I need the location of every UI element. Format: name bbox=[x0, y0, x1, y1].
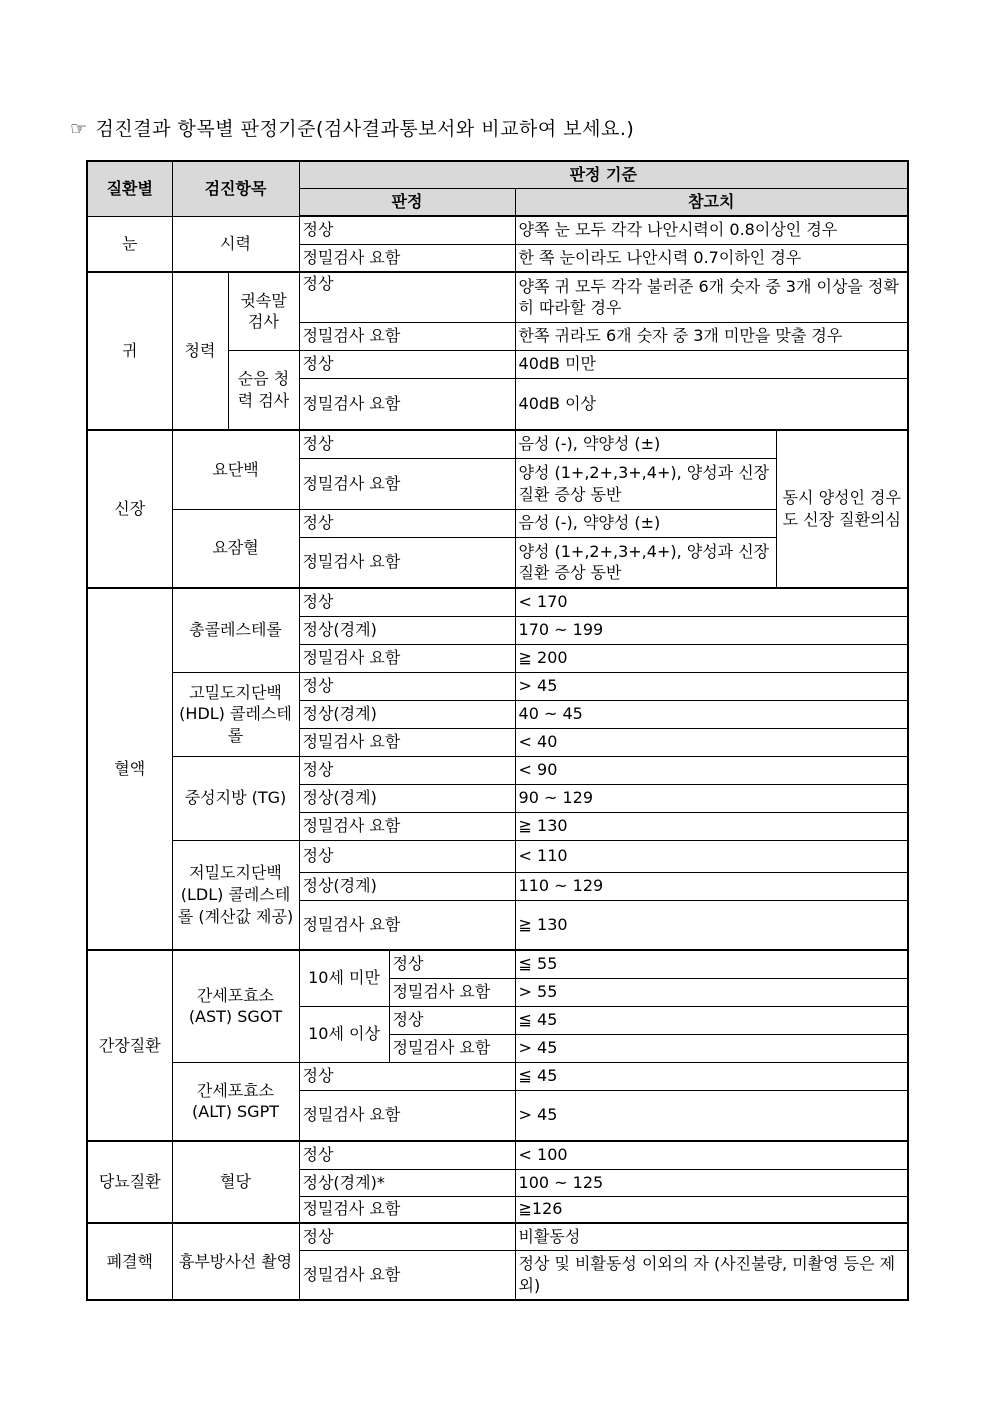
judgment-cell: 정밀검사 요함 bbox=[299, 644, 515, 672]
table-row bbox=[87, 272, 908, 322]
judgment-cell: 정상 bbox=[299, 1141, 515, 1169]
table-row bbox=[87, 216, 908, 244]
disease-kidney: 신장 bbox=[87, 430, 172, 588]
item-hearing: 청력 bbox=[172, 272, 228, 430]
judgment-cell: 정상 bbox=[389, 1006, 515, 1034]
reference-cell: ≧126 bbox=[515, 1196, 908, 1223]
reference-cell: ≧ 130 bbox=[515, 812, 908, 840]
kidney-note: 동시 양성인 경우도 신장 질환의심 bbox=[776, 430, 908, 588]
judgment-cell: 정밀검사 요함 bbox=[299, 812, 515, 840]
pointing-hand-icon: ☞ bbox=[70, 118, 88, 140]
judgment-cell: 정상 bbox=[299, 672, 515, 700]
judgment-cell: 정밀검사 요함 bbox=[299, 900, 515, 950]
item-total-cholesterol: 총콜레스테롤 bbox=[172, 588, 299, 672]
reference-cell: < 40 bbox=[515, 728, 908, 756]
disease-tb: 폐결핵 bbox=[87, 1223, 172, 1300]
reference-cell: 40dB 미만 bbox=[515, 350, 908, 378]
reference-cell: 170 ~ 199 bbox=[515, 616, 908, 644]
disease-ear: 귀 bbox=[87, 272, 172, 430]
judgment-cell: 정상 bbox=[299, 216, 515, 244]
judgment-cell: 정상 bbox=[299, 756, 515, 784]
reference-cell: < 110 bbox=[515, 840, 908, 872]
judgment-cell: 정상 bbox=[299, 350, 515, 378]
table-row bbox=[87, 1223, 908, 1250]
reference-cell: 90 ~ 129 bbox=[515, 784, 908, 812]
reference-cell: 양성 (1+,2+,3+,4+), 양성과 신장 질환 증상 동반 bbox=[515, 458, 776, 509]
reference-cell: ≦ 45 bbox=[515, 1006, 908, 1034]
table-row bbox=[87, 840, 908, 872]
item-ast: 간세포효소 (AST) SGOT bbox=[172, 950, 299, 1062]
judgment-cell: 정밀검사 요함 bbox=[299, 1250, 515, 1300]
reference-cell: 40 ~ 45 bbox=[515, 700, 908, 728]
reference-cell: 비활동성 bbox=[515, 1223, 908, 1250]
table-row bbox=[87, 588, 908, 616]
item-ldl: 저밀도지단백 (LDL) 콜레스테롤 (계산값 제공) bbox=[172, 840, 299, 950]
item-alt: 간세포효소 (ALT) SGPT bbox=[172, 1062, 299, 1141]
item-chest-xray: 흉부방사선 촬영 bbox=[172, 1223, 299, 1300]
header-judgment: 판정 bbox=[299, 188, 515, 216]
table-row bbox=[87, 430, 908, 458]
item-hdl: 고밀도지단백 (HDL) 콜레스테롤 bbox=[172, 672, 299, 756]
disease-liver: 간장질환 bbox=[87, 950, 172, 1141]
judgment-cell: 정밀검사 요함 bbox=[299, 728, 515, 756]
judgment-cell: 정밀검사 요함 bbox=[299, 1090, 515, 1141]
header-disease: 질환별 bbox=[87, 161, 172, 216]
reference-cell: ≧ 200 bbox=[515, 644, 908, 672]
judgment-cell: 정밀검사 요함 bbox=[299, 244, 515, 272]
judgment-cell: 정밀검사 요함 bbox=[389, 1034, 515, 1062]
reference-cell: ≦ 55 bbox=[515, 950, 908, 978]
item-whisper: 귓속말 검사 bbox=[228, 272, 299, 350]
header-row bbox=[87, 161, 908, 188]
reference-cell: > 45 bbox=[515, 672, 908, 700]
judgment-cell: 정밀검사 요함 bbox=[299, 322, 515, 350]
reference-cell: < 170 bbox=[515, 588, 908, 616]
item-vision: 시력 bbox=[172, 216, 299, 272]
judgment-cell: 정밀검사 요함 bbox=[299, 378, 515, 430]
age-over-10: 10세 이상 bbox=[299, 1006, 389, 1062]
reference-cell: 양쪽 눈 모두 각각 나안시력이 0.8이상인 경우 bbox=[515, 216, 908, 244]
judgment-cell: 정상 bbox=[299, 430, 515, 458]
item-tg: 중성지방 (TG) bbox=[172, 756, 299, 840]
reference-cell: 양성 (1+,2+,3+,4+), 양성과 신장 질환 증상 동반 bbox=[515, 537, 776, 588]
reference-cell: < 90 bbox=[515, 756, 908, 784]
reference-cell: ≦ 45 bbox=[515, 1062, 908, 1090]
judgment-cell: 정상 bbox=[299, 840, 515, 872]
judgment-cell: 정밀검사 요함 bbox=[299, 537, 515, 588]
judgment-cell: 정상 bbox=[299, 1062, 515, 1090]
judgment-cell: 정상 bbox=[389, 950, 515, 978]
reference-cell: ≧ 130 bbox=[515, 900, 908, 950]
table-row bbox=[87, 1141, 908, 1169]
judgment-cell: 정밀검사 요함 bbox=[389, 978, 515, 1006]
table-row bbox=[87, 950, 908, 978]
judgment-cell: 정밀검사 요함 bbox=[299, 458, 515, 509]
item-urine-blood: 요잠혈 bbox=[172, 509, 299, 588]
item-pure-tone: 순음 청력 검사 bbox=[228, 350, 299, 430]
judgment-cell: 정상 bbox=[299, 272, 515, 322]
disease-eye: 눈 bbox=[87, 216, 172, 272]
reference-cell: 110 ~ 129 bbox=[515, 872, 908, 900]
reference-cell: < 100 bbox=[515, 1141, 908, 1169]
reference-cell: 음성 (-), 약양성 (±) bbox=[515, 509, 776, 537]
item-urine-protein: 요단백 bbox=[172, 430, 299, 509]
table-row bbox=[87, 1062, 908, 1090]
judgment-cell: 정상 bbox=[299, 509, 515, 537]
reference-cell: > 45 bbox=[515, 1034, 908, 1062]
reference-cell: 양쪽 귀 모두 각각 불러준 6개 숫자 중 3개 이상을 정확히 따라할 경우 bbox=[515, 272, 908, 322]
disease-diabetes: 당뇨질환 bbox=[87, 1141, 172, 1223]
judgment-cell: 정상 bbox=[299, 588, 515, 616]
reference-cell: 한쪽 귀라도 6개 숫자 중 3개 미만을 맞출 경우 bbox=[515, 322, 908, 350]
header-item: 검진항목 bbox=[172, 161, 299, 216]
table-row bbox=[87, 672, 908, 700]
judgment-cell: 정상 bbox=[299, 1223, 515, 1250]
header-criteria: 판정 기준 bbox=[299, 161, 908, 188]
judgment-cell: 정상(경계)* bbox=[299, 1169, 515, 1196]
reference-cell: 40dB 이상 bbox=[515, 378, 908, 430]
item-blood-sugar: 혈당 bbox=[172, 1141, 299, 1223]
judgment-cell: 정상(경계) bbox=[299, 700, 515, 728]
reference-cell: 음성 (-), 약양성 (±) bbox=[515, 430, 776, 458]
page-title: ☞ 검진결과 항목별 판정기준(검사결과통보서와 비교하여 보세요.) bbox=[70, 118, 635, 140]
reference-cell: > 45 bbox=[515, 1090, 908, 1141]
table-row bbox=[87, 756, 908, 784]
reference-cell: 100 ~ 125 bbox=[515, 1169, 908, 1196]
judgment-cell: 정상(경계) bbox=[299, 872, 515, 900]
criteria-table bbox=[86, 160, 909, 1301]
judgment-cell: 정상(경계) bbox=[299, 616, 515, 644]
reference-cell: 정상 및 비활동성 이외의 자 (사진불량, 미촬영 등은 제외) bbox=[515, 1250, 908, 1300]
age-under-10: 10세 미만 bbox=[299, 950, 389, 1006]
reference-cell: > 55 bbox=[515, 978, 908, 1006]
header-reference: 참고치 bbox=[515, 188, 908, 216]
judgment-cell: 정밀검사 요함 bbox=[299, 1196, 515, 1223]
disease-blood: 혈액 bbox=[87, 588, 172, 950]
reference-cell: 한 쪽 눈이라도 나안시력 0.7이하인 경우 bbox=[515, 244, 908, 272]
judgment-cell: 정상(경계) bbox=[299, 784, 515, 812]
